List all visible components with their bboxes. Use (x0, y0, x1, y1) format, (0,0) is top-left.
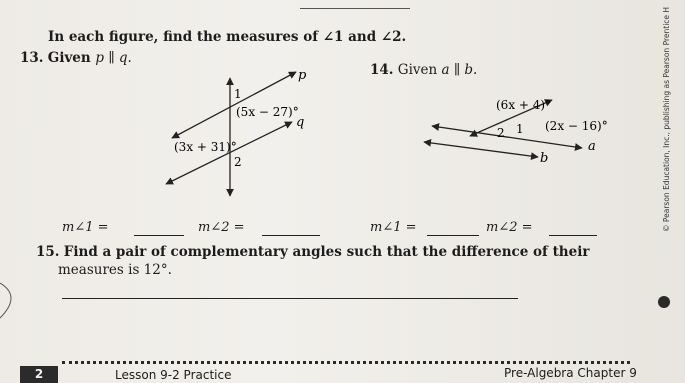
p14-m2-blank[interactable] (549, 235, 597, 236)
problem-14-number: 14. (370, 62, 394, 78)
problem-15-text-1: Find a pair of complementary angles such that the difference of their (63, 244, 590, 260)
p13-m1-label: m∠1 = (62, 220, 109, 235)
angle-expr-6x-plus-4: (6x + 4)° (496, 98, 552, 112)
angle-expr-2x-minus-16: (2x − 16)° (545, 119, 608, 133)
problem-15-text-2: measures is 12°. (58, 262, 172, 278)
problem-13-relation: p ∥ q. (95, 50, 132, 66)
copyright-notice: © Pearson Education, Inc., publishing as Pearson Prentice H (662, 6, 671, 232)
angle-expr-3x-plus-31: (3x + 31)° (174, 140, 237, 154)
footer-lesson: Lesson 9-2 Practice (115, 368, 232, 382)
problem-13-given: Given (47, 50, 96, 66)
label-q: q (296, 115, 305, 130)
angle-1-label-14: 1 (516, 122, 524, 136)
angle-2-label-13: 2 (234, 155, 242, 169)
footer-course: Pre-Algebra Chapter 9 (504, 366, 637, 380)
p13-m2-label: m∠2 = (198, 220, 245, 235)
page-number-badge: 2 (20, 366, 58, 383)
label-a: a (588, 139, 596, 154)
problem-14-relation: a ∥ b. (441, 62, 478, 78)
label-b: b (540, 151, 549, 166)
problem-14-given: Given (397, 62, 442, 78)
angle-2-label-14: 2 (497, 126, 505, 140)
problem-15-number: 15. (36, 244, 60, 260)
problem-13-number: 13. (20, 50, 44, 66)
p13-m2-blank[interactable] (262, 235, 320, 236)
angle-expr-5x-minus-27: (5x − 27)° (236, 105, 299, 119)
p14-m1-label: m∠1 = (370, 220, 417, 235)
p14-m1-blank[interactable] (427, 235, 479, 236)
line-b (424, 142, 538, 157)
angle-1-label-13: 1 (234, 87, 242, 101)
footer-dotted-rule (62, 361, 630, 364)
margin-mark (658, 296, 670, 308)
p15-answer-blank[interactable] (62, 298, 518, 299)
instruction-heading: In each figure, find the measures of ∠1 and ∠2. (48, 29, 407, 45)
p14-m2-label: m∠2 = (486, 220, 533, 235)
problem-15 (36, 243, 589, 279)
p13-m1-blank[interactable] (134, 235, 184, 236)
label-p: p (298, 68, 307, 83)
binder-hole-arc (0, 283, 11, 318)
